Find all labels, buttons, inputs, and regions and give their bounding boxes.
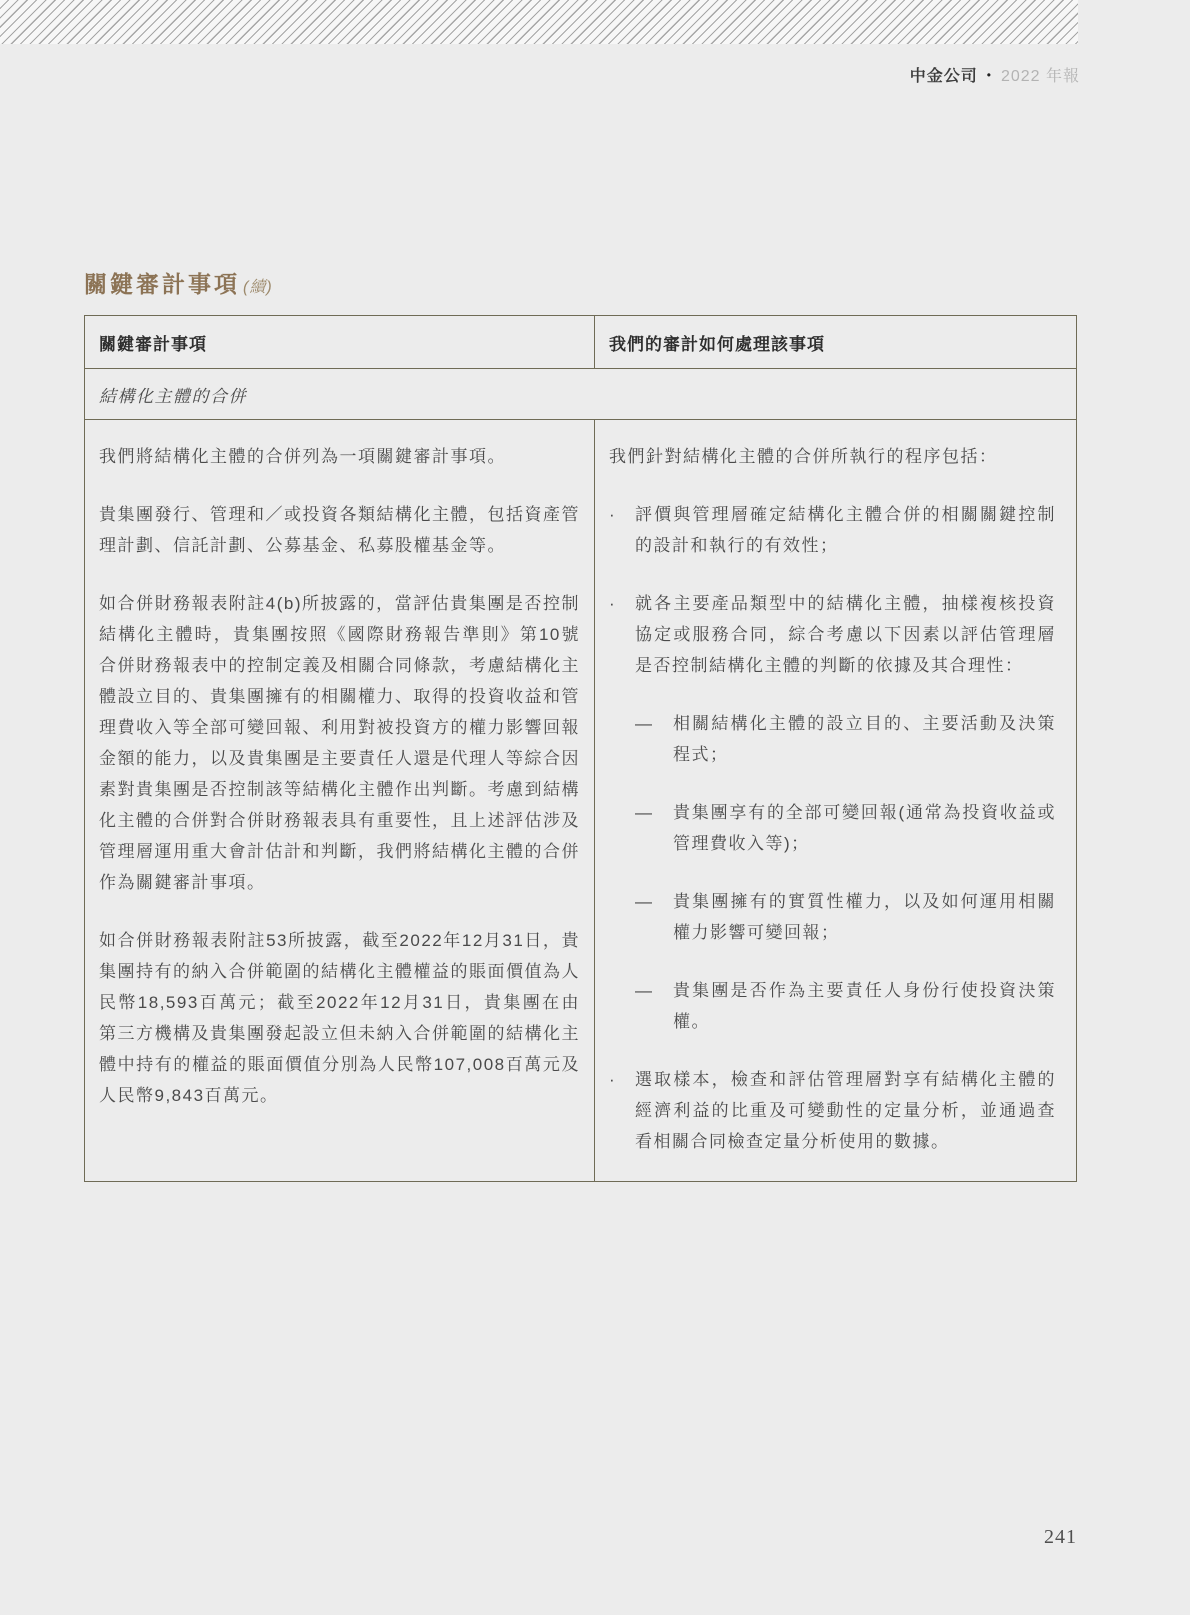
table-header-audit-response: 我們的審計如何處理該事項: [609, 334, 825, 354]
audit-procedures-list: [609, 499, 1056, 1157]
audit-response-cell: [595, 420, 1076, 1181]
audit-procedures-intro: 我們針對結構化主體的合併所執行的程序包括：: [609, 447, 998, 466]
page-title-continued: (續): [243, 279, 273, 296]
hatch-band-decoration: [0, 0, 1078, 44]
section-title: 結構化主體的合併: [99, 386, 247, 406]
list-marker-icon: —: [635, 803, 652, 822]
key-audit-matters-table: [84, 315, 1077, 1182]
description-paragraph: 貴集團發行、管理和／或投資各類結構化主體，包括資產管理計劃、信託計劃、公募基金、私募股權基金等。: [99, 505, 580, 555]
list-marker-icon: —: [635, 892, 652, 911]
list-item-text: 貴集團擁有的實質性權力，以及如何運用相關權力影響可變回報；: [673, 892, 1056, 942]
list-item: [635, 797, 1056, 859]
list-item-text: 貴集團享有的全部可變回報(通常為投資收益或管理費收入等)；: [673, 803, 1056, 853]
list-item: [635, 975, 1056, 1037]
list-marker-icon: ·: [609, 1070, 615, 1089]
list-item: [609, 1064, 1056, 1157]
kam-description-cell: [85, 420, 595, 1181]
list-item-text: 貴集團是否作為主要責任人身份行使投資決策權。: [673, 981, 1056, 1031]
company-name: 中金公司: [909, 68, 978, 85]
table-header-key-audit-matter: 關鍵審計事項: [85, 316, 595, 368]
list-item: [609, 588, 1056, 681]
table-section-row: [85, 369, 1076, 420]
running-header: [910, 63, 1080, 86]
list-item-text: 相關結構化主體的設立目的、主要活動及決策程式；: [673, 714, 1056, 764]
list-marker-icon: ·: [609, 505, 615, 524]
table-content-row: [85, 420, 1076, 1181]
list-marker-icon: —: [635, 981, 652, 1000]
description-paragraph: 我們將結構化主體的合併列為一項關鍵審計事項。: [99, 447, 506, 466]
list-item: [635, 886, 1056, 948]
list-item: [609, 499, 1056, 561]
description-paragraph: 如合併財務報表附註53所披露，截至2022年12月31日，貴集團持有的納入合併範圍的結構化主體權益的賬面價值為人民幣18,593百萬元；截至2022年12月31日，貴集團在由第三方機構及貴集團發起設立但未納入合併範圍的結構化主體中持有的權益的賬面價值分別為人民幣107,008百萬元及人民幣9,843百萬元。: [99, 931, 580, 1105]
list-marker-icon: —: [635, 714, 652, 733]
list-item-text: 評價與管理層確定結構化主體合併的相關關鍵控制的設計和執行的有效性；: [635, 505, 1056, 555]
separator-dot-icon: •: [986, 68, 992, 82]
table-header-row: [85, 316, 1076, 369]
report-edition: 2022 年報: [1000, 68, 1080, 85]
description-paragraph: 如合併財務報表附註4(b)所披露的，當評估貴集團是否控制結構化主體時，貴集團按照《國際財務報告準則》第10號合併財務報表中的控制定義及相關合同條款，考慮結構化主體設立目的、貴集團擁有的相關權力、取得的投資收益和管理費收入等全部可變回報、利用對被投資方的權力影響回報金額的能力，以及貴集團是主要責任人還是代理人等綜合因素對貴集團是否控制該等結構化主體作出判斷。考慮到結構化主體的合併對合併財務報表具有重要性，且上述評估涉及管理層運用重大會計估計和判斷，我們將結構化主體的合併作為關鍵審計事項。: [99, 594, 580, 892]
list-item: [635, 708, 1056, 770]
list-marker-icon: ·: [609, 594, 615, 613]
list-item-text: 就各主要產品類型中的結構化主體，抽樣複核投資協定或服務合同，綜合考慮以下因素以評估管理層是否控制結構化主體的判斷的依據及其合理性：: [635, 594, 1056, 675]
page-title-main: 關鍵審計事項: [84, 271, 240, 297]
list-item-text: 選取樣本，檢查和評估管理層對享有結構化主體的經濟利益的比重及可變動性的定量分析，並通過查看相關合同檢查定量分析使用的數據。: [635, 1070, 1056, 1151]
page-number: 241: [1044, 1526, 1077, 1548]
page-title: [84, 266, 273, 299]
